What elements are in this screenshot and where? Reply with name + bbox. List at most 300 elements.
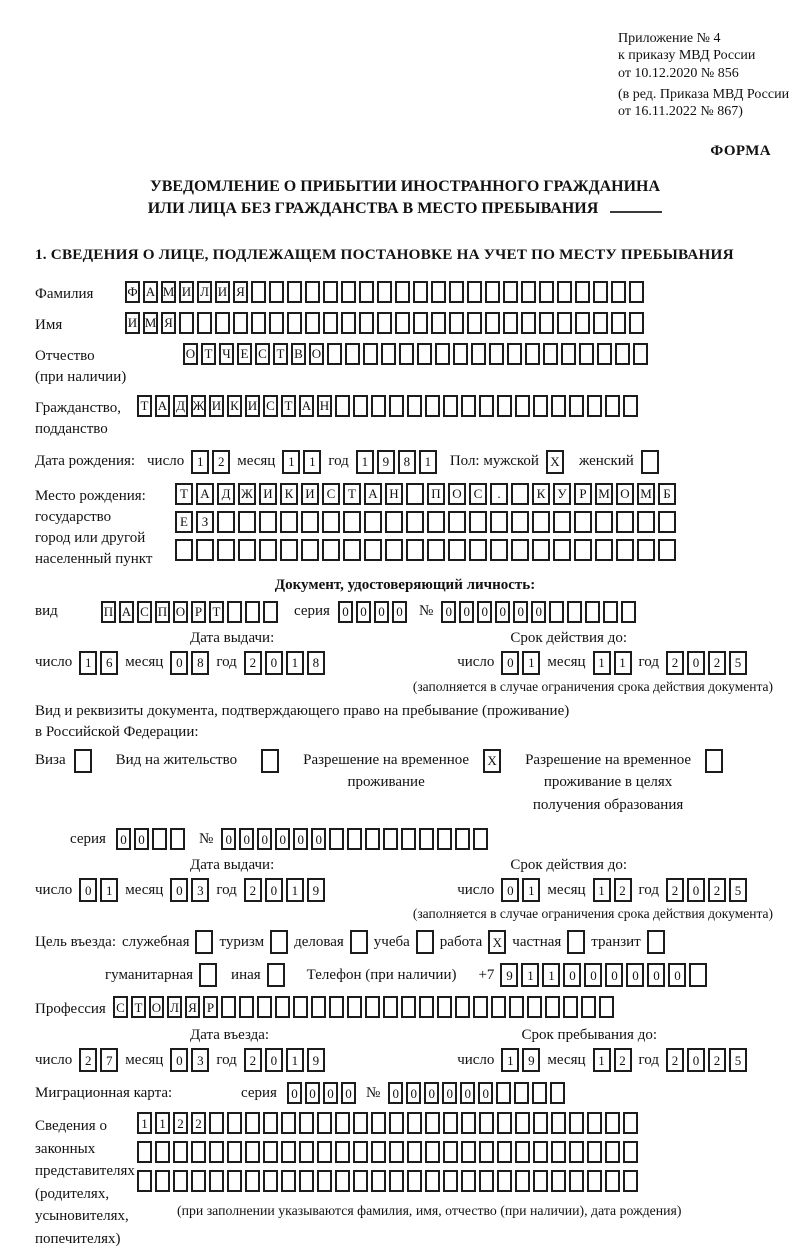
form-cell[interactable]: Л (197, 281, 212, 303)
form-cell[interactable] (155, 1141, 170, 1163)
form-cell[interactable] (479, 395, 494, 417)
form-cell[interactable] (485, 281, 500, 303)
form-cell[interactable] (479, 1112, 494, 1134)
form-cell[interactable]: 0 (406, 1082, 421, 1104)
form-cell[interactable] (343, 511, 361, 533)
form-cell[interactable] (437, 996, 452, 1018)
form-cell[interactable]: О (149, 996, 164, 1018)
form-cell[interactable]: 1 (286, 651, 304, 675)
form-cell[interactable] (287, 281, 302, 303)
form-cell[interactable] (533, 1170, 548, 1192)
form-cell[interactable] (209, 1112, 224, 1134)
form-cell[interactable]: 1 (614, 651, 632, 675)
form-cell[interactable] (616, 511, 634, 533)
form-cell[interactable] (209, 1170, 224, 1192)
phone-cells[interactable] (500, 963, 707, 987)
form-cell[interactable] (461, 1170, 476, 1192)
form-cell[interactable]: 5 (729, 878, 747, 902)
form-cell[interactable]: 2 (666, 651, 684, 675)
form-cell[interactable] (329, 828, 344, 850)
form-cell[interactable]: И (125, 312, 140, 334)
form-cell[interactable]: 8 (307, 651, 325, 675)
form-cell[interactable] (507, 343, 522, 365)
form-cell[interactable]: 1 (522, 878, 540, 902)
form-cell[interactable]: И (179, 281, 194, 303)
form-cell[interactable]: Т (137, 395, 152, 417)
form-cell[interactable] (381, 343, 396, 365)
form-cell[interactable] (299, 1112, 314, 1134)
form-cell[interactable] (511, 511, 529, 533)
form-cell[interactable]: Н (317, 395, 332, 417)
form-cell[interactable] (301, 539, 319, 561)
form-cell[interactable] (561, 343, 576, 365)
form-cell[interactable] (490, 511, 508, 533)
form-cell[interactable]: Р (191, 601, 206, 623)
form-cell[interactable] (301, 511, 319, 533)
form-cell[interactable]: 1 (282, 450, 300, 474)
purpose-private-checkbox[interactable] (567, 930, 585, 954)
form-cell[interactable]: 2 (708, 878, 726, 902)
form-cell[interactable] (599, 996, 614, 1018)
form-cell[interactable] (217, 511, 235, 533)
form-cell[interactable] (173, 1170, 188, 1192)
form-cell[interactable] (371, 395, 386, 417)
form-cell[interactable]: 9 (500, 963, 518, 987)
form-cell[interactable] (587, 395, 602, 417)
form-cell[interactable]: Р (203, 996, 218, 1018)
form-cell[interactable] (443, 395, 458, 417)
form-cell[interactable] (705, 749, 723, 773)
form-cell[interactable] (377, 281, 392, 303)
form-cell[interactable] (281, 1141, 296, 1163)
form-cell[interactable]: 2 (173, 1112, 188, 1134)
form-cell[interactable] (407, 1170, 422, 1192)
form-cell[interactable] (467, 281, 482, 303)
form-cell[interactable] (335, 1170, 350, 1192)
form-cell[interactable] (473, 828, 488, 850)
form-cell[interactable]: 1 (593, 651, 611, 675)
form-cell[interactable]: А (196, 483, 214, 505)
form-cell[interactable]: 5 (729, 651, 747, 675)
form-cell[interactable] (317, 1170, 332, 1192)
form-cell[interactable]: И (245, 395, 260, 417)
form-cell[interactable] (406, 539, 424, 561)
form-cell[interactable] (269, 312, 284, 334)
form-cell[interactable]: С (469, 483, 487, 505)
form-cell[interactable]: 0 (356, 601, 371, 623)
form-cell[interactable] (347, 828, 362, 850)
form-cell[interactable]: Н (385, 483, 403, 505)
form-cell[interactable] (551, 1170, 566, 1192)
form-cell[interactable] (521, 312, 536, 334)
form-cell[interactable] (343, 539, 361, 561)
form-cell[interactable]: К (280, 483, 298, 505)
form-cell[interactable] (569, 1170, 584, 1192)
form-cell[interactable]: 0 (531, 601, 546, 623)
form-cell[interactable] (527, 996, 542, 1018)
form-cell[interactable]: И (301, 483, 319, 505)
form-cell[interactable]: Я (161, 312, 176, 334)
form-cell[interactable] (443, 1112, 458, 1134)
form-cell[interactable] (503, 281, 518, 303)
form-cell[interactable] (629, 281, 644, 303)
form-cell[interactable] (543, 343, 558, 365)
form-cell[interactable] (347, 996, 362, 1018)
form-cell[interactable] (551, 395, 566, 417)
form-cell[interactable]: М (161, 281, 176, 303)
form-cell[interactable] (353, 395, 368, 417)
form-cell[interactable] (469, 539, 487, 561)
form-cell[interactable] (353, 1170, 368, 1192)
form-cell[interactable] (371, 1141, 386, 1163)
form-cell[interactable] (221, 996, 236, 1018)
form-cell[interactable] (557, 312, 572, 334)
purpose-transit-checkbox[interactable] (647, 930, 665, 954)
form-cell[interactable] (287, 312, 302, 334)
form-cell[interactable] (533, 1141, 548, 1163)
form-cell[interactable] (461, 1141, 476, 1163)
form-cell[interactable]: П (427, 483, 445, 505)
form-cell[interactable] (293, 996, 308, 1018)
form-cell[interactable] (539, 312, 554, 334)
form-cell[interactable] (280, 511, 298, 533)
form-cell[interactable]: И (215, 281, 230, 303)
form-cell[interactable] (574, 511, 592, 533)
form-cell[interactable] (497, 395, 512, 417)
form-cell[interactable] (323, 312, 338, 334)
form-cell[interactable] (425, 1170, 440, 1192)
form-cell[interactable]: X (546, 450, 564, 474)
form-cell[interactable]: 9 (377, 450, 395, 474)
form-cell[interactable] (327, 343, 342, 365)
form-cell[interactable] (623, 395, 638, 417)
form-cell[interactable]: П (101, 601, 116, 623)
form-cell[interactable]: 2 (244, 878, 262, 902)
form-cell[interactable]: 1 (419, 450, 437, 474)
form-cell[interactable] (371, 1112, 386, 1134)
form-cell[interactable] (419, 996, 434, 1018)
form-cell[interactable] (335, 1141, 350, 1163)
form-cell[interactable] (515, 395, 530, 417)
form-cell[interactable]: Т (131, 996, 146, 1018)
form-cell[interactable]: С (113, 996, 128, 1018)
form-cell[interactable] (485, 312, 500, 334)
form-cell[interactable]: М (637, 483, 655, 505)
form-cell[interactable]: 6 (100, 651, 118, 675)
form-cell[interactable]: 2 (212, 450, 230, 474)
form-cell[interactable]: X (488, 930, 506, 954)
form-cell[interactable]: 0 (338, 601, 353, 623)
form-cell[interactable]: Е (175, 511, 193, 533)
form-cell[interactable] (263, 1170, 278, 1192)
form-cell[interactable] (497, 1141, 512, 1163)
form-cell[interactable] (453, 343, 468, 365)
form-cell[interactable] (427, 511, 445, 533)
form-cell[interactable] (511, 539, 529, 561)
form-cell[interactable]: В (291, 343, 306, 365)
form-cell[interactable] (443, 1141, 458, 1163)
form-cell[interactable] (269, 281, 284, 303)
form-cell[interactable] (448, 539, 466, 561)
form-cell[interactable] (280, 539, 298, 561)
form-cell[interactable]: Е (237, 343, 252, 365)
form-cell[interactable] (299, 1141, 314, 1163)
form-cell[interactable] (345, 343, 360, 365)
form-cell[interactable] (383, 828, 398, 850)
form-cell[interactable]: 0 (170, 651, 188, 675)
form-cell[interactable] (479, 1170, 494, 1192)
form-cell[interactable] (623, 1112, 638, 1134)
form-cell[interactable] (413, 281, 428, 303)
form-cell[interactable] (511, 483, 529, 505)
form-cell[interactable] (497, 1170, 512, 1192)
form-cell[interactable] (461, 1112, 476, 1134)
form-cell[interactable]: 1 (100, 878, 118, 902)
form-cell[interactable]: 3 (191, 878, 209, 902)
form-cell[interactable]: Ж (191, 395, 206, 417)
form-cell[interactable] (329, 996, 344, 1018)
form-cell[interactable] (322, 539, 340, 561)
purpose-work-checkbox[interactable] (488, 930, 506, 954)
form-cell[interactable] (550, 1082, 565, 1104)
form-cell[interactable] (263, 1141, 278, 1163)
form-cell[interactable]: 1 (137, 1112, 152, 1134)
form-cell[interactable] (413, 312, 428, 334)
form-cell[interactable]: Т (201, 343, 216, 365)
form-cell[interactable]: 2 (191, 1112, 206, 1134)
form-cell[interactable]: С (263, 395, 278, 417)
form-cell[interactable]: 0 (495, 601, 510, 623)
form-cell[interactable]: 0 (134, 828, 149, 850)
form-cell[interactable]: 0 (424, 1082, 439, 1104)
form-cell[interactable] (175, 539, 193, 561)
form-cell[interactable]: О (616, 483, 634, 505)
form-cell[interactable]: 0 (257, 828, 272, 850)
form-cell[interactable] (532, 511, 550, 533)
form-cell[interactable] (377, 312, 392, 334)
form-cell[interactable] (569, 1112, 584, 1134)
form-cell[interactable]: П (155, 601, 170, 623)
purpose-tourism-checkbox[interactable] (270, 930, 288, 954)
form-cell[interactable]: З (196, 511, 214, 533)
form-cell[interactable] (417, 343, 432, 365)
form-cell[interactable] (173, 1141, 188, 1163)
form-cell[interactable] (551, 1112, 566, 1134)
form-cell[interactable] (658, 539, 676, 561)
form-cell[interactable] (533, 1112, 548, 1134)
form-cell[interactable] (137, 1141, 152, 1163)
form-cell[interactable]: К (532, 483, 550, 505)
form-cell[interactable] (448, 511, 466, 533)
form-cell[interactable]: 2 (708, 1048, 726, 1072)
form-cell[interactable]: 0 (668, 963, 686, 987)
form-cell[interactable] (521, 281, 536, 303)
form-cell[interactable]: 0 (388, 1082, 403, 1104)
form-cell[interactable]: 0 (563, 963, 581, 987)
form-cell[interactable]: 0 (605, 963, 623, 987)
form-cell[interactable]: 0 (79, 878, 97, 902)
form-cell[interactable]: 1 (155, 1112, 170, 1134)
form-cell[interactable] (195, 930, 213, 954)
form-cell[interactable]: 0 (305, 1082, 320, 1104)
form-cell[interactable] (549, 601, 564, 623)
form-cell[interactable]: С (322, 483, 340, 505)
form-cell[interactable]: 0 (341, 1082, 356, 1104)
form-cell[interactable]: А (364, 483, 382, 505)
form-cell[interactable]: 1 (542, 963, 560, 987)
form-cell[interactable] (658, 511, 676, 533)
form-cell[interactable] (389, 1170, 404, 1192)
form-cell[interactable]: 0 (459, 601, 474, 623)
form-cell[interactable]: 2 (614, 878, 632, 902)
form-cell[interactable]: О (173, 601, 188, 623)
form-cell[interactable]: Ч (219, 343, 234, 365)
form-cell[interactable]: Т (343, 483, 361, 505)
form-cell[interactable] (569, 1141, 584, 1163)
form-cell[interactable] (364, 511, 382, 533)
form-cell[interactable] (532, 1082, 547, 1104)
form-cell[interactable] (615, 343, 630, 365)
form-cell[interactable] (385, 511, 403, 533)
form-cell[interactable]: А (119, 601, 134, 623)
form-cell[interactable]: И (209, 395, 224, 417)
form-cell[interactable]: 0 (116, 828, 131, 850)
form-cell[interactable] (435, 343, 450, 365)
form-cell[interactable]: 0 (323, 1082, 338, 1104)
form-cell[interactable] (179, 312, 194, 334)
form-cell[interactable] (317, 1112, 332, 1134)
form-cell[interactable]: 0 (478, 1082, 493, 1104)
form-cell[interactable]: 0 (170, 878, 188, 902)
form-cell[interactable]: Ф (125, 281, 140, 303)
purpose-business-checkbox[interactable] (350, 930, 368, 954)
form-cell[interactable]: 0 (460, 1082, 475, 1104)
form-cell[interactable] (227, 1170, 242, 1192)
form-cell[interactable] (215, 312, 230, 334)
form-cell[interactable] (616, 539, 634, 561)
form-cell[interactable]: 1 (191, 450, 209, 474)
form-cell[interactable] (259, 511, 277, 533)
form-cell[interactable] (515, 1141, 530, 1163)
form-cell[interactable] (227, 1141, 242, 1163)
form-cell[interactable]: О (309, 343, 324, 365)
form-cell[interactable] (407, 1141, 422, 1163)
form-cell[interactable] (341, 312, 356, 334)
form-cell[interactable] (629, 312, 644, 334)
form-cell[interactable] (569, 395, 584, 417)
form-cell[interactable] (467, 312, 482, 334)
form-cell[interactable]: 2 (666, 878, 684, 902)
form-cell[interactable] (323, 281, 338, 303)
form-cell[interactable] (406, 511, 424, 533)
form-cell[interactable]: О (448, 483, 466, 505)
form-cell[interactable]: Т (273, 343, 288, 365)
form-cell[interactable] (425, 1141, 440, 1163)
form-cell[interactable] (431, 312, 446, 334)
form-cell[interactable] (251, 281, 266, 303)
form-cell[interactable] (407, 1112, 422, 1134)
form-cell[interactable] (567, 930, 585, 954)
form-cell[interactable] (605, 1170, 620, 1192)
form-cell[interactable] (155, 1170, 170, 1192)
form-cell[interactable] (425, 395, 440, 417)
form-cell[interactable] (449, 281, 464, 303)
form-cell[interactable] (281, 1112, 296, 1134)
form-cell[interactable] (395, 281, 410, 303)
form-cell[interactable] (575, 281, 590, 303)
form-cell[interactable] (209, 1141, 224, 1163)
form-cell[interactable] (170, 828, 185, 850)
form-cell[interactable] (545, 996, 560, 1018)
form-cell[interactable] (611, 281, 626, 303)
form-cell[interactable]: Ж (238, 483, 256, 505)
form-cell[interactable]: У (553, 483, 571, 505)
form-cell[interactable] (389, 1141, 404, 1163)
form-cell[interactable] (270, 930, 288, 954)
purpose-official-checkbox[interactable] (195, 930, 213, 954)
form-cell[interactable]: 0 (293, 828, 308, 850)
form-cell[interactable]: 0 (584, 963, 602, 987)
form-cell[interactable]: 0 (392, 601, 407, 623)
form-cell[interactable] (461, 395, 476, 417)
form-cell[interactable] (621, 601, 636, 623)
form-cell[interactable]: 3 (191, 1048, 209, 1072)
form-cell[interactable] (350, 930, 368, 954)
form-cell[interactable] (496, 1082, 511, 1104)
form-cell[interactable] (469, 511, 487, 533)
visa-checkbox[interactable] (74, 749, 92, 773)
form-cell[interactable]: 0 (501, 878, 519, 902)
form-cell[interactable] (514, 1082, 529, 1104)
form-cell[interactable]: 9 (307, 1048, 325, 1072)
form-cell[interactable] (563, 996, 578, 1018)
form-cell[interactable]: 9 (307, 878, 325, 902)
form-cell[interactable] (401, 828, 416, 850)
form-cell[interactable] (363, 343, 378, 365)
form-cell[interactable] (371, 1170, 386, 1192)
form-cell[interactable] (579, 343, 594, 365)
form-cell[interactable] (305, 312, 320, 334)
form-cell[interactable]: X (483, 749, 501, 773)
form-cell[interactable] (353, 1141, 368, 1163)
residence-permit-checkbox[interactable] (261, 749, 279, 773)
form-cell[interactable]: 0 (626, 963, 644, 987)
form-cell[interactable]: А (299, 395, 314, 417)
form-cell[interactable] (299, 1170, 314, 1192)
form-cell[interactable] (503, 312, 518, 334)
form-cell[interactable] (196, 539, 214, 561)
form-cell[interactable]: 9 (522, 1048, 540, 1072)
form-cell[interactable]: 0 (687, 1048, 705, 1072)
form-cell[interactable] (199, 963, 217, 987)
form-cell[interactable]: 1 (303, 450, 321, 474)
form-cell[interactable] (251, 312, 266, 334)
form-cell[interactable] (245, 1112, 260, 1134)
form-cell[interactable]: 2 (708, 651, 726, 675)
form-cell[interactable]: К (227, 395, 242, 417)
form-cell[interactable]: С (255, 343, 270, 365)
form-cell[interactable] (623, 1141, 638, 1163)
form-cell[interactable]: . (490, 483, 508, 505)
form-cell[interactable] (553, 539, 571, 561)
form-cell[interactable] (427, 539, 445, 561)
form-cell[interactable] (389, 1112, 404, 1134)
form-cell[interactable] (473, 996, 488, 1018)
form-cell[interactable] (525, 343, 540, 365)
form-cell[interactable] (491, 996, 506, 1018)
form-cell[interactable] (593, 281, 608, 303)
form-cell[interactable]: 1 (593, 1048, 611, 1072)
